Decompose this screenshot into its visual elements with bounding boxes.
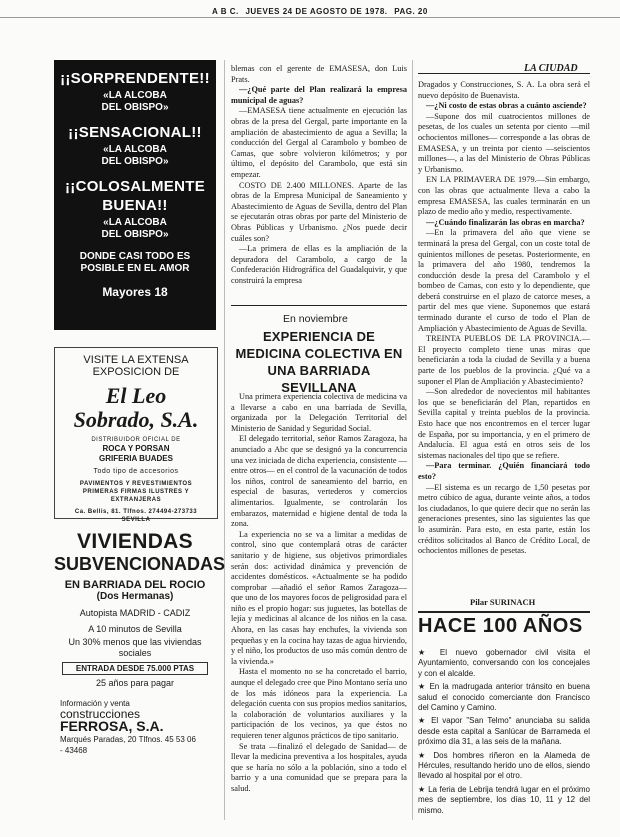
column-divider	[224, 60, 225, 820]
ad-line: A 10 minutos de Sevilla	[88, 624, 182, 634]
header-rule	[0, 17, 620, 18]
ad-line: VISITE LA EXTENSA	[83, 354, 189, 366]
ad-line: ¡¡COLOSALMENTE	[64, 178, 206, 195]
author-signature: Pilar SURINACH	[470, 597, 536, 607]
ad-line: SUBVENCIONADAS	[54, 554, 226, 574]
history-item: ★ En la madrugada anterior tránsito en buena salud el conocido comerciante don Francisco del Camino y Camino.	[418, 682, 590, 713]
paragraph: —Para terminar. ¿Quién financiará todo esto?	[418, 461, 590, 481]
paragraph: El delegado territorial, señor Ramos Zaragoza, ha anunciado a Abc que se designó ya la concurrencia una vez iniciada de dicha experiencia, consistente —entre otros— en el control de la vacunación de todos los niños, control de saneamiento del barrio, en especial de basuras, vertederos y comercios alimentarios. Igualmente, se controlarán los embarazos, maternidad e higiene dental de toda la zona.	[231, 434, 407, 529]
section-title: LA CIUDAD	[524, 63, 578, 74]
ad-line: (Dos Hermanas)	[96, 591, 174, 602]
paragraph: Una primera experiencia colectiva de medicina va a llevarse a cabo en una barriada de Sevilla, organizada por la Delegación Territorial del Ministerio de Sanidad y Seguridad Social.	[231, 392, 407, 433]
paragraph: —¿Ni costo de estas obras a cuánto asciende?	[426, 101, 587, 111]
paragraph: TREINTA PUEBLOS DE LA PROVINCIA.—El proyecto completo tiene unas miras que beneficiarán a toda la ciudad de Sevilla y a buena parte de los pueblos de la provincia. ¿Qué va a suponer el Plan de Ampliación y Abastecimiento?	[418, 334, 590, 386]
headline-kicker: En noviembre	[283, 313, 348, 325]
paragraph: —¿Qué parte del Plan realizará la empresa municipal de aguas?	[231, 85, 407, 105]
paragraph: Hasta el momento no se ha concretado el barrio, aunque el delegado cree que Pino Montano sería uno de los más idóneos para la experiencia. La delegación cuenta con sus propios medios sanitarios, la colaboración de voluntarios auxiliares y la participación de los vecinos, ya que éstos no requieren tener algunos prácticos de tipo sanitario.	[231, 667, 407, 740]
hace-rule	[418, 611, 590, 613]
ad-line: «LA ALCOBA DEL OBISPO»	[101, 90, 169, 113]
paragraph: —La primera de ellas es la ampliación de la depuradora del Carambolo, a cargo de la Confederación Hidrográfica del Guadalquivir, y que construirá la empresa	[231, 244, 407, 285]
ad-line: PAVIMENTOS Y REVESTIMIENTOS PRIMERAS FIRMAS ILUSTRES Y EXTRANJERAS	[79, 481, 193, 503]
paragraph: —EMASESA tiene actualmente en ejecución las obras de la presa del Gergal, parte importante en la ampliación de abastecimiento de agua a Sevilla; la conducción del Gergal al Carambolo y bombeo de Camas, que sobre volvieron kilómetros; y por último, el depósito del Carambolo, que está sin empezar.	[231, 106, 407, 179]
paper-name: A B C.	[212, 7, 239, 16]
ad-line: «LA ALCOBA DEL OBISPO»	[101, 144, 169, 167]
paragraph: EN LA PRIMAVERA DE 1979.—Sin embargo, con las obras que actualmente lleva a cabo la empresa EMASESA, las cuales terminarán en un plazo de medio año y medio, respectivamente.	[418, 175, 590, 217]
paragraph: —En la primavera del año que viene se terminará la presa del Gergal, con un coste total de quinientos millones de pesetas. Posteriormente, en la primavera del año 1980, tendremos la conducción desde la presa del Carambolo y el bombeo de Camas, con esto y lo dependiente, que deberá construirse en el plazo de catorce meses, a partir del mes que viene. Suponemos que estará terminado durante el curso de todo el Plan de Ampliación y Abastecimiento de Aguas de Sevilla.	[418, 228, 590, 333]
paragraph: —Son alrededor de novecientos mil habitantes los que se beneficiarán del Plan, repartidos en Sevilla capital y treinta pueblos de la provincia. Esto hace que nos encontremos en el tercer lugar de España, por su importancia, y en el primero de Andalucía. El agua está en otros seis de los sistemas nacionales del tipo que se refiere.	[418, 387, 590, 460]
ad-line: EXPOSICION DE	[92, 366, 180, 378]
paragraph: Se trata —finalizó el delegado de Sanidad— de llevar la medicina preventiva a los hospitales, ayuda que se haría no sólo a la población, sino a todo el barrio y a una comunidad que se prepara para la salud.	[231, 741, 407, 793]
headline-rule	[231, 305, 407, 306]
hace-100-items	[418, 648, 590, 819]
ad-line: ¡¡SENSACIONAL!!	[68, 124, 202, 141]
history-item: ★ El vapor "San Telmo" anunciaba su salida desde esta capital a Sanlúcar de Barrameda el próximo día 31, a las seis de la mañana.	[418, 716, 590, 747]
page-number: PAG. 20	[394, 7, 428, 16]
header-date: JUEVES 24 DE AGOSTO DE 1978.	[245, 7, 388, 16]
section-rule	[418, 73, 590, 74]
ad-address: Ca. Bellis, 81. Tlfnos. 274494-273733 SEVILLA	[74, 509, 198, 523]
ad-line: EN BARRIADA DEL ROCIO	[64, 579, 206, 591]
water-plan-article	[418, 80, 590, 557]
ad-line: Todo tipo de accesorios	[93, 468, 179, 475]
ad-line: ¡¡SORPRENDENTE!!	[60, 70, 210, 87]
ad-line: Autopista MADRID - CADIZ	[79, 608, 191, 618]
paragraph: —¿Cuándo finalizarán las obras en marcha?	[426, 217, 585, 227]
article-continuation	[231, 64, 407, 286]
paragraph: La experiencia no se va a limitar a medidas de control, sino que contemplará otras de carácter sanitario y de higiene, sus objetivos primordiales serán dos: actividad dinámica y prevención de accidentes domésticos. «Actualmente se ha podido comprobar —añadió el señor Ramos Zaragoza— que uno de los mayores focos de peligrosidad para el niño es el propio hogar: sus juguetes, las botellas de lejía y medicinas al alcance de los niños en la casa. Ahora, en las casas hay enchufes, la vivienda son pequeñas y en la cocina hay tazas de agua hirviendo, y el niño, los productos de uso más común dentro de la vivienda.»	[231, 529, 407, 666]
housing-advert	[54, 530, 226, 805]
ad-company: Información y venta construcciones FERROSA, S.A. Marqués Paradas, 20 Tlfnos. 45 53 06 - 43468	[60, 699, 196, 755]
paragraph: —Supone dos mil cuatrocientos millones de pesetas, de los cuales un setenta por ciento —mil ochocientos millones— corresponde a las obras de EMASESA, y un treinta por ciento —seiscientos millones—, a las del Ministerio de Obras Públicas y Urbanismo.	[418, 111, 590, 174]
ad-price-box: ENTRADA DESDE 75.000 PTAS	[62, 662, 208, 675]
paragraph: Dragados y Construcciones, S. A. La obra será el nuevo depósito de Buenavista.	[418, 80, 590, 100]
page-header	[212, 7, 432, 16]
history-item: ★ La feria de Lebrija tendrá lugar en el próximo mes de septiembre, los días 10, 11 y 12 del mismo.	[418, 784, 590, 815]
ad-line: Un 30% menos que las viviendas sociales	[68, 637, 202, 658]
exhibition-advert	[54, 347, 218, 523]
paragraph: COSTO DE 2.400 MILLONES. Aparte de las obras de la Empresa Municipal de Saneamiento y Abastecimiento de Aguas de Sevilla, dentro del Plan se ejecutarán otras obras por parte del Ministerio de Obras Públicas y Urbanismo. ¿Nos puede decir cuáles son?	[231, 180, 407, 243]
medicine-article	[231, 392, 407, 795]
history-item: ★ El nuevo gobernador civil visita el Ayuntamiento, conversando con los concejales y con el alcalde.	[418, 648, 590, 678]
ad-rating: Mayores 18	[102, 285, 168, 299]
article-headline: EXPERIENCIA DE MEDICINA COLECTIVA EN UNA BARRIADA SEVILLANA	[235, 329, 403, 395]
cinema-advert	[54, 60, 216, 330]
ad-line: BUENA!!	[102, 197, 168, 214]
paragraph: —El sistema es un recargo de 1,50 pesetas por metro cúbico de agua, durante veinte años, a todos los ciudadanos, lo que quiere decir que no serán las generaciones presentes, sino las siguientes las que lo asumirán. Para esto, en esta parte, están los créditos solicitados al Banco de Crédito Local, de ochocientos millones de pesetas.	[418, 482, 590, 556]
ad-line: «LA ALCOBA DEL OBISPO»	[101, 217, 169, 240]
ad-line: DISTRIBUIDOR OFICIAL DE	[91, 437, 181, 443]
ad-line: VIVIENDAS	[77, 530, 193, 553]
ad-line: 25 años para pagar	[95, 678, 175, 688]
history-item: ★ Dos hombres riñeron en la Alameda de Hércules, resultando herido uno de ellos, siendo llevado al hospital por el otro.	[418, 750, 590, 781]
company-logo: El Leo Sobrado, S.A.	[73, 383, 199, 432]
column-divider	[412, 60, 413, 820]
hace-100-title: HACE 100 AÑOS	[418, 615, 583, 637]
paragraph: blemas con el gerente de EMASESA, don Luis Prats.	[231, 64, 407, 84]
ad-line: DONDE CASI TODO ES POSIBLE EN EL AMOR	[79, 251, 191, 274]
ad-line: ROCA Y PORSAN GRIFERIA BUADES	[99, 444, 173, 463]
